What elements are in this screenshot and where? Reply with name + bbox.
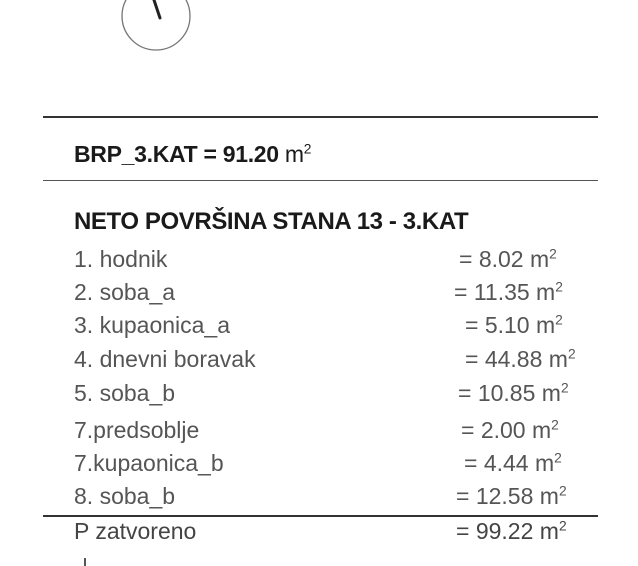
- room-area: = 2.00 $m^2$: [461, 417, 559, 443]
- room-label: 8. soba_b: [74, 483, 176, 509]
- room-label: 1. hodnik: [74, 246, 168, 272]
- room-area: = 8.02 $m^2$: [459, 246, 557, 272]
- room-label: 7.kupaonica_b: [74, 450, 224, 476]
- room-row: [74, 312, 594, 344]
- middle-divider: [43, 180, 598, 181]
- room-label: 7.predsoblje: [74, 417, 200, 443]
- room-label: 3. kupaonica_a: [74, 312, 231, 338]
- brp-total: [74, 141, 311, 168]
- section-title: NETO POVRŠINA STANA 13 - 3.KAT: [74, 208, 469, 235]
- room-label: 4. dnevni boravak: [74, 346, 256, 372]
- room-area: = 4.44 $m^2$: [464, 450, 562, 476]
- room-label: 5. soba_b: [74, 380, 176, 406]
- brp-unit: $m^2$: [284, 141, 312, 167]
- room-row: [74, 483, 594, 515]
- room-row: [74, 279, 594, 311]
- room-row: [74, 346, 594, 378]
- room-row: [74, 380, 594, 412]
- room-row: [74, 450, 594, 482]
- top-divider: [43, 116, 598, 118]
- total-row: [74, 518, 594, 550]
- sum-divider: [43, 515, 598, 517]
- north-arrow-icon: [120, 0, 200, 60]
- room-area: = 44.88 $m^2$: [465, 346, 576, 372]
- room-label: 2. soba_a: [74, 279, 176, 305]
- room-area: = 11.35 $m^2$: [454, 279, 563, 305]
- total-label: P zatvoreno: [74, 518, 197, 544]
- room-area: = 5.10 $m^2$: [465, 312, 563, 338]
- room-row: [74, 417, 594, 449]
- room-area: = 10.85 $m^2$: [458, 380, 569, 406]
- total-area: = 99.22 $m^2$: [456, 518, 567, 544]
- room-row: [74, 246, 594, 278]
- brp-label: BRP_3.KAT = 91.20: [74, 141, 279, 167]
- room-area: = 12.58 $m^2$: [456, 483, 567, 509]
- drawing-tick-mark: [84, 558, 86, 566]
